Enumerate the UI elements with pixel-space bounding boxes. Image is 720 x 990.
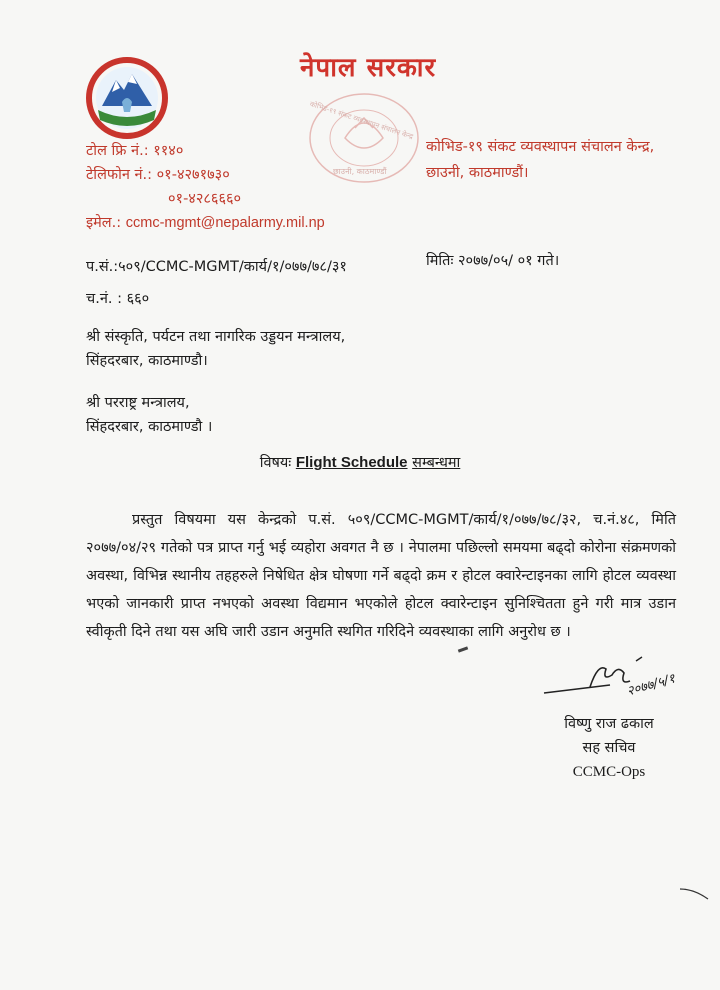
subject-text-np: सम्बन्धमा	[412, 455, 461, 471]
dispatch-number: च.नं. : ६६०	[86, 291, 150, 307]
subject-line	[0, 452, 720, 472]
email-label: इमेल.:	[86, 215, 122, 231]
telephone-number-1: टेलिफोन नं.: ०१-४२७१७३०	[86, 167, 230, 183]
body-paragraph: प्रस्तुत विषयमा यस केन्द्रको प.सं. ५०९/CCMC-MGMT/कार्य/१/०७७/७८/३२, च.नं.४८, मिति २०७७/०४/२९ गतेको पत्र प्राप्त गर्नु भई व्यहोरा अवगत नै छ । नेपालमा पछिल्लो समयमा बढ्दो कोरोना संक्रमणको अवस्था, विभिन्न स्थानीय तहहरुले निषेधित क्षेत्र घोषणा गर्ने बढ्दो क्रम र होटल क्वारेन्टाइनका लागि होटल व्यवस्था भएको जानकारी प्राप्त नभएको अवस्था विद्यमान भएकोले होटल क्वारेन्टाइन सुनिश्चितता हुने गरी मात्र उडान स्वीकृती दिने तथा यस अघि जारी उडान अनुमति स्थगित गरिदिने व्यवस्थाका लागि अनुरोध छ ।	[86, 512, 676, 640]
recipient-2-line-1: श्री परराष्ट्र मन्त्रालय,	[86, 395, 190, 411]
recipient-1-line-2: सिंहदरबार, काठमाण्डौ।	[86, 353, 208, 369]
subject-text-en: Flight Schedule	[295, 454, 408, 471]
seal-text-bottom: छाउनी, काठमाण्डौं	[333, 167, 387, 176]
stray-ink-mark	[458, 646, 468, 652]
seal-text-top: कोभिड-१९ संकट व्यवस्थापन संचालन केन्द्र	[308, 99, 414, 141]
toll-free-number: टोल फ्रि नं.: ११४०	[86, 143, 184, 159]
recipient-1-line-1: श्री संस्कृति, पर्यटन तथा नागरिक उड्डयन मन्त्रालय,	[86, 329, 346, 345]
signatory-office: CCMC-Ops	[572, 764, 646, 780]
reference-number: प.सं.:५०९/CCMC-MGMT/कार्य/१/०७७/७८/३१	[86, 259, 347, 275]
recipient-2-line-2: सिंहदरबार, काठमाण्डौ ।	[86, 419, 213, 435]
email-line	[86, 212, 325, 232]
telephone-number-2: ०१-४२८६६६०	[168, 191, 242, 207]
office-seal-stamp	[305, 88, 423, 188]
office-address: छाउनी, काठमाण्डौं।	[426, 165, 529, 181]
office-name: कोभिड-१९ संकट व्यवस्थापन संचालन केन्द्र,	[426, 139, 655, 155]
signature-date: २०७७/५/१	[625, 671, 677, 700]
signature-block	[540, 712, 678, 784]
signatory-name: विष्णु राज ढकाल	[564, 716, 654, 732]
email-address: ccmc-mgmt@nepalarmy.mil.np	[125, 215, 325, 231]
page-title: नेपाल सरकार	[300, 53, 437, 83]
letter-date: मितिः २०७७/०५/ ०१ गते।	[426, 253, 560, 269]
subject-label: विषयः	[259, 455, 292, 471]
nepal-emblem-logo	[84, 54, 170, 140]
corner-ink-mark	[680, 886, 710, 900]
signatory-designation: सह सचिव	[582, 740, 636, 756]
handwritten-signature	[540, 655, 700, 715]
